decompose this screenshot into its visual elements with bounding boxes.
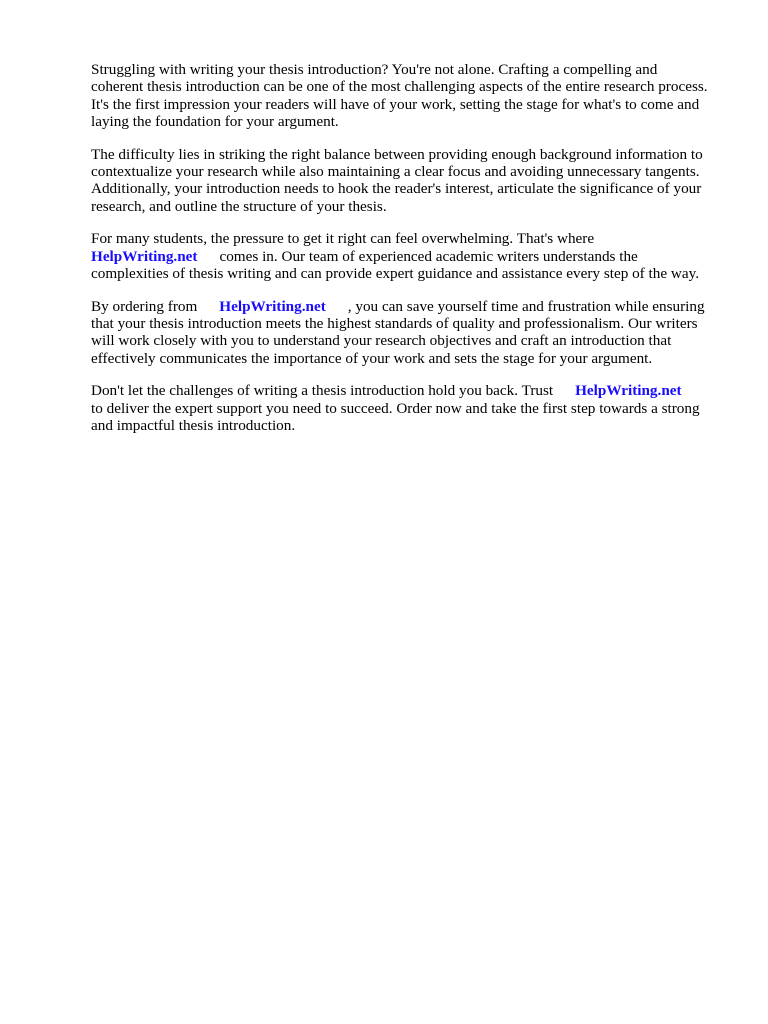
paragraph-difficulty [91, 146, 731, 215]
text-line: coherent thesis introduction can be one of the most challenging aspects of the entire research process. [91, 78, 708, 96]
text-line: For many students, the pressure to get it right can feel overwhelming. That's where [91, 230, 595, 248]
text-line: to deliver the expert support you need to succeed. Order now and take the first step towards a strong [91, 399, 700, 417]
text-segment: , you can save yourself time and frustration while ensuring [347, 297, 705, 315]
text-segment: By ordering from [91, 297, 198, 315]
paragraph-trust [91, 382, 731, 434]
text-segment: Don't let the challenges of writing a thesis introduction hold you back. Trust [91, 382, 554, 400]
text-line: and impactful thesis introduction. [91, 417, 296, 435]
text-line [91, 248, 731, 265]
text-segment: comes in. Our team of experienced academic writers understands the [219, 247, 638, 265]
text-line: It's the first impression your readers will have of your work, setting the stage for what's to come and [91, 95, 700, 113]
text-line: The difficulty lies in striking the right balance between providing enough background information to [91, 145, 703, 163]
text-line: Additionally, your introduction needs to hook the reader's interest, articulate the significance of your [91, 180, 702, 198]
document-page [91, 61, 731, 450]
text-line: research, and outline the structure of your thesis. [91, 197, 387, 215]
text-line: that your thesis introduction meets the highest standards of quality and professionalism. Our writers [91, 315, 698, 333]
text-line [91, 298, 731, 315]
text-line: complexities of thesis writing and can provide expert guidance and assistance every step of the way. [91, 264, 700, 282]
text-line: Struggling with writing your thesis introduction? You're not alone. Crafting a compelling and [91, 61, 658, 78]
text-line: laying the foundation for your argument. [91, 112, 339, 130]
helpwriting-link[interactable]: HelpWriting.net [219, 297, 326, 315]
paragraph-students [91, 230, 731, 282]
paragraph-intro [91, 61, 731, 130]
text-line: contextualize your research while also maintaining a clear focus and avoiding unnecessary tangents. [91, 162, 700, 180]
helpwriting-link[interactable]: HelpWriting.net [575, 382, 682, 400]
text-line: will work closely with you to understand your research objectives and craft an introduction that [91, 332, 672, 350]
helpwriting-link[interactable]: HelpWriting.net [91, 247, 198, 265]
paragraph-ordering [91, 298, 731, 367]
text-line [91, 382, 731, 399]
text-line: effectively communicates the importance of your work and sets the stage for your argument. [91, 349, 653, 367]
